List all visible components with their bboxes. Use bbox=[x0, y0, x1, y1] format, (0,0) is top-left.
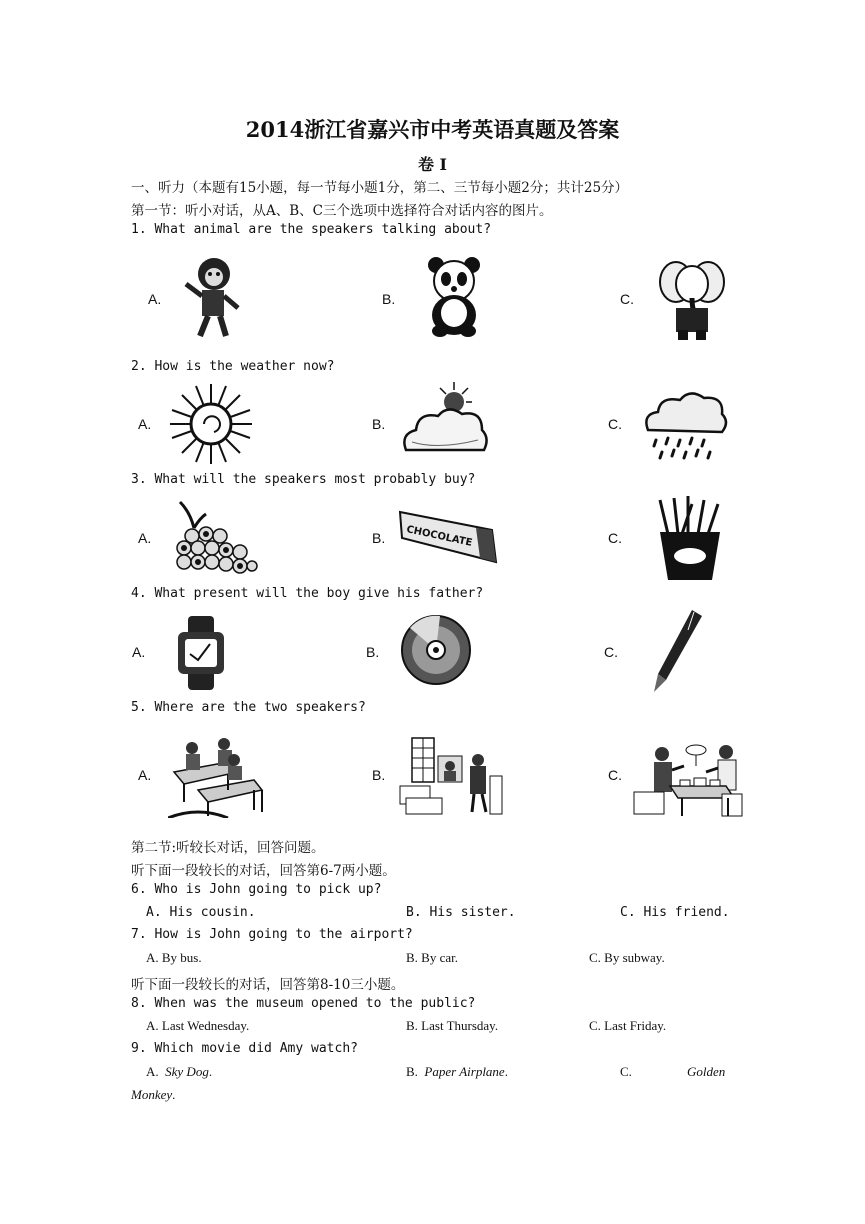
q6-option-b: B. His sister. bbox=[406, 905, 516, 920]
q9-option-c-title: Golden bbox=[687, 1064, 726, 1079]
question-4: 4. What present will the boy give his father? bbox=[131, 586, 484, 601]
chocolate-label: CHOCOLATE bbox=[405, 524, 474, 549]
dialog1-intro: 听下面一段较长的对话，回答第6-7两小题。 bbox=[131, 863, 396, 879]
monkey-icon bbox=[180, 252, 242, 340]
fries-icon bbox=[652, 494, 728, 582]
q6-option-c: C. His friend. bbox=[620, 905, 730, 920]
elephant-icon bbox=[656, 258, 728, 340]
q9-option-c-label: C. bbox=[620, 1064, 632, 1079]
question-3: 3. What will the speakers most probably buy? bbox=[131, 472, 476, 487]
pen-icon bbox=[648, 608, 704, 694]
page-title: 2014浙江省嘉兴市中考英语真题及答案 bbox=[245, 117, 620, 142]
volume-heading: 卷 I bbox=[417, 155, 448, 174]
q7-option-a: A. By bus. bbox=[146, 950, 202, 965]
q9-option-a: A. Sky Dog. bbox=[146, 1064, 213, 1079]
q7-option-b: B. By car. bbox=[406, 950, 458, 965]
q9-option-b: B. Paper Airplane. bbox=[406, 1064, 508, 1079]
q9-option-c-title-cont: Monkey. bbox=[131, 1087, 176, 1102]
option-label: A. bbox=[138, 530, 152, 546]
option-label: A. bbox=[138, 416, 152, 432]
section-header: 一、听力（本题有15小题，每一节每小题1分，第二、三节每小题2分；共计25分） bbox=[131, 180, 629, 196]
question-2: 2. How is the weather now? bbox=[131, 359, 335, 374]
q8-option-a: A. Last Wednesday. bbox=[146, 1018, 250, 1033]
panda-icon bbox=[426, 255, 482, 337]
question-7: 7. How is John going to the airport? bbox=[131, 927, 413, 942]
chocolate-icon bbox=[396, 508, 502, 566]
cd-icon bbox=[400, 614, 472, 686]
classroom-icon bbox=[168, 732, 264, 818]
grapes-icon bbox=[170, 500, 258, 580]
option-label: C. bbox=[604, 644, 618, 660]
q8-option-b: B. Last Thursday. bbox=[406, 1018, 499, 1033]
shop-icon bbox=[398, 736, 504, 816]
restaurant-icon bbox=[630, 736, 750, 818]
watch-icon bbox=[170, 614, 232, 692]
dialog2-intro: 听下面一段较长的对话，回答第8-10三小题。 bbox=[131, 977, 405, 993]
question-1: 1. What animal are the speakers talking about? bbox=[131, 222, 492, 237]
question-8: 8. When was the museum opened to the public? bbox=[131, 996, 476, 1011]
option-label: B. bbox=[366, 644, 380, 660]
option-label: B. bbox=[382, 291, 396, 307]
option-label: B. bbox=[372, 767, 386, 783]
question-6: 6. Who is John going to pick up? bbox=[131, 882, 382, 897]
option-label: C. bbox=[608, 416, 622, 432]
option-label: C. bbox=[608, 530, 622, 546]
part1-intro: 第一节：听小对话，从A、B、C三个选项中选择符合对话内容的图片。 bbox=[131, 203, 553, 219]
question-9: 9. Which movie did Amy watch? bbox=[131, 1041, 358, 1056]
q8-option-c: C. Last Friday. bbox=[589, 1018, 667, 1033]
option-label: B. bbox=[372, 416, 386, 432]
part2-intro: 第二节:听较长对话，回答问题。 bbox=[131, 840, 325, 856]
sun-icon bbox=[166, 382, 256, 466]
option-label: A. bbox=[148, 291, 162, 307]
option-label: B. bbox=[372, 530, 386, 546]
option-label: A. bbox=[138, 767, 152, 783]
option-label: C. bbox=[620, 291, 634, 307]
question-5: 5. Where are the two speakers? bbox=[131, 700, 366, 715]
q6-option-a: A. His cousin. bbox=[146, 905, 256, 920]
option-label: C. bbox=[608, 767, 622, 783]
q7-option-c: C. By subway. bbox=[589, 950, 665, 965]
option-label: A. bbox=[132, 644, 146, 660]
rain-icon bbox=[642, 386, 728, 466]
cloudy-icon bbox=[398, 380, 490, 466]
